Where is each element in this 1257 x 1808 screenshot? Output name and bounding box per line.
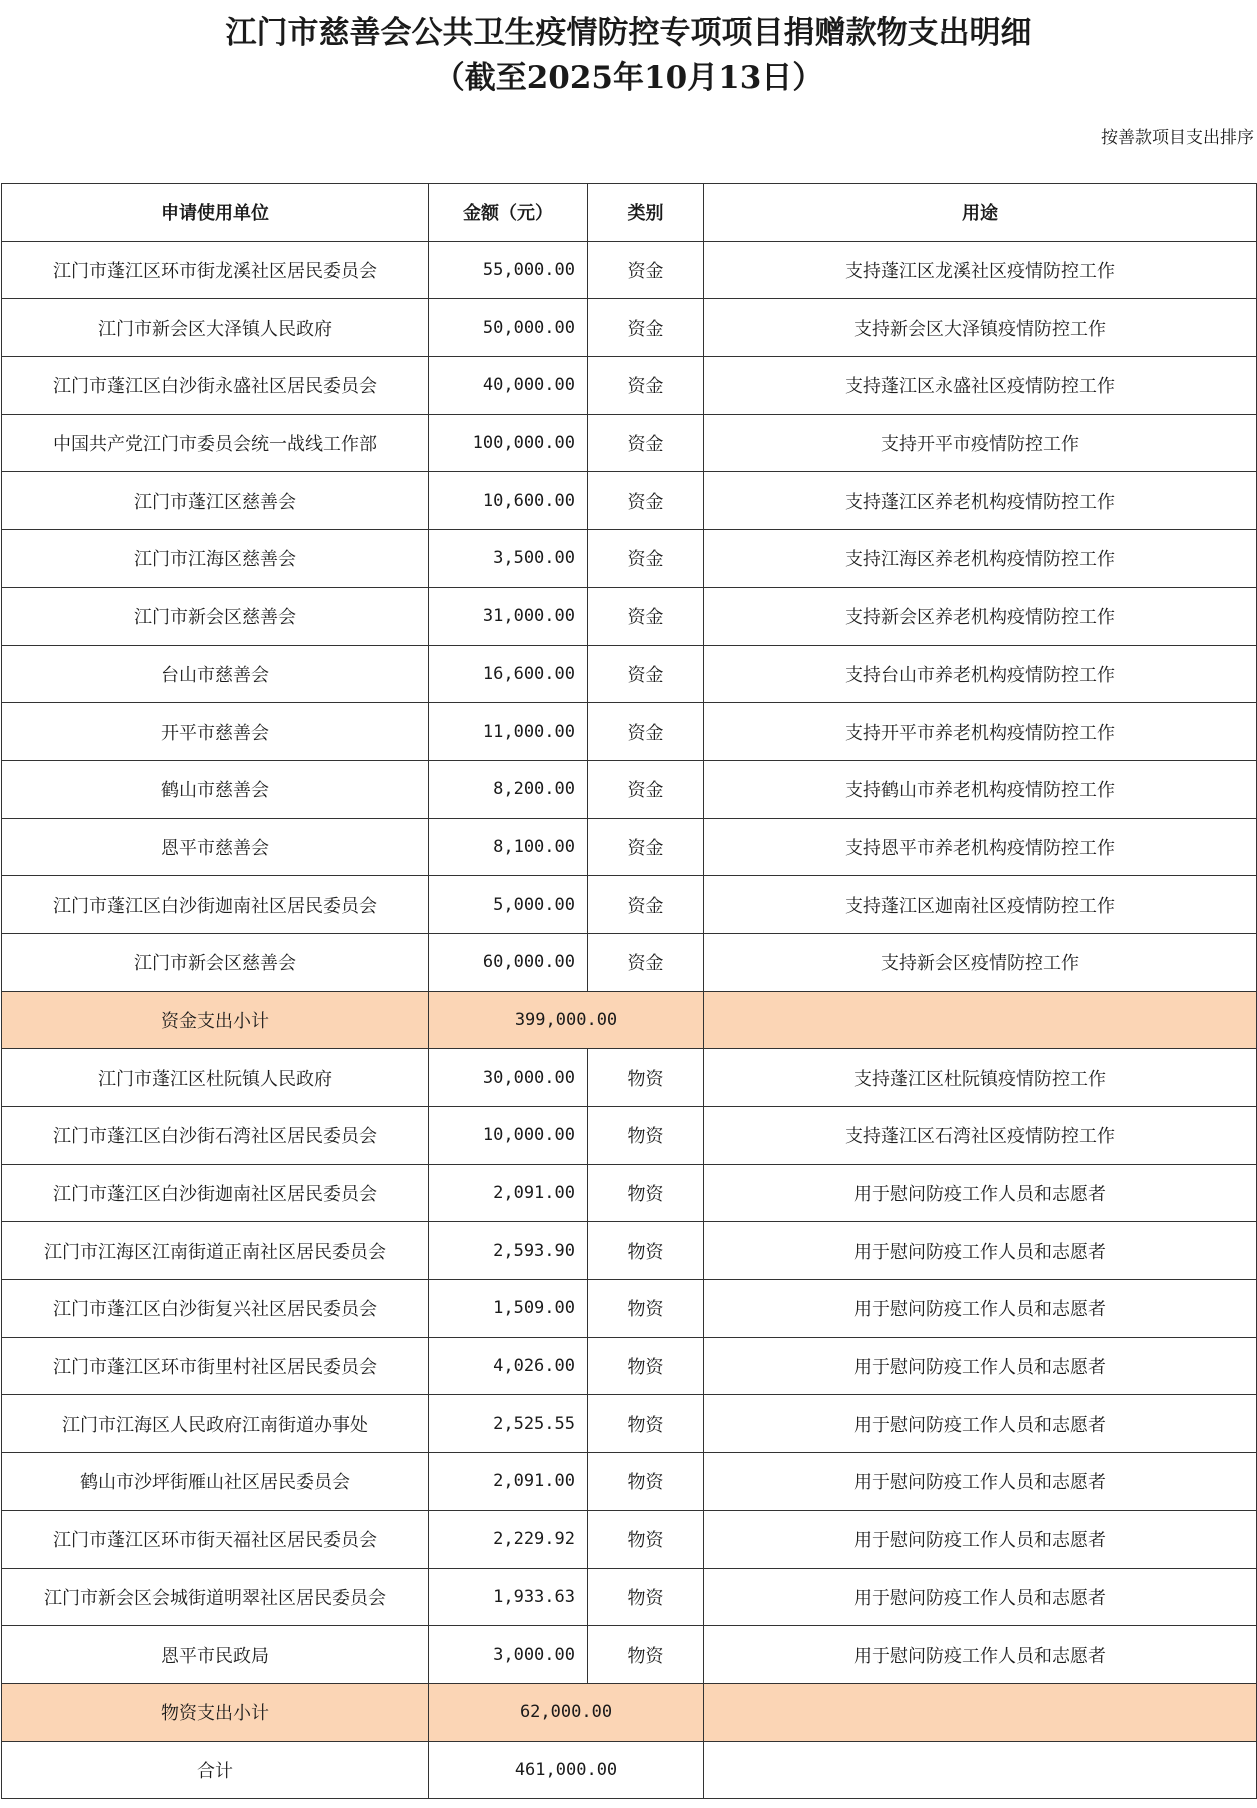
- cell-category: 资金: [588, 587, 704, 645]
- table-row: [2, 530, 1257, 588]
- table-row: [2, 760, 1257, 818]
- cell-category: 资金: [588, 760, 704, 818]
- cell-amount: 16,600.00: [429, 645, 588, 703]
- goods-subtotal-row: [2, 1683, 1257, 1741]
- cell-use: 用于慰问防疫工作人员和志愿者: [704, 1510, 1257, 1568]
- table-body: [2, 241, 1257, 1799]
- table-row: [2, 876, 1257, 934]
- table-row: [2, 587, 1257, 645]
- table-row: [2, 299, 1257, 357]
- cell-use: 支持蓬江区迦南社区疫情防控工作: [704, 876, 1257, 934]
- header-category: 类别: [588, 184, 704, 242]
- cell-unit: 江门市江海区人民政府江南街道办事处: [2, 1395, 429, 1453]
- table-row: [2, 818, 1257, 876]
- cell-use: 支持蓬江区永盛社区疫情防控工作: [704, 357, 1257, 415]
- cell-unit: 江门市蓬江区白沙街石湾社区居民委员会: [2, 1107, 429, 1165]
- cell-use: 支持恩平市养老机构疫情防控工作: [704, 818, 1257, 876]
- header-amount: 金额（元）: [429, 184, 588, 242]
- cell-unit: 台山市慈善会: [2, 645, 429, 703]
- cell-use: 支持江海区养老机构疫情防控工作: [704, 530, 1257, 588]
- cell-use: 用于慰问防疫工作人员和志愿者: [704, 1164, 1257, 1222]
- cell-category: 资金: [588, 241, 704, 299]
- cell-unit: 江门市蓬江区白沙街迦南社区居民委员会: [2, 876, 429, 934]
- cell-category: 资金: [588, 357, 704, 415]
- grand-total-row: [2, 1741, 1257, 1799]
- table-row: [2, 1049, 1257, 1107]
- cell-use: 支持蓬江区杜阮镇疫情防控工作: [704, 1049, 1257, 1107]
- sort-note: 按善款项目支出排序: [1101, 128, 1254, 148]
- cell-category: 物资: [588, 1107, 704, 1165]
- cell-unit: 江门市新会区大泽镇人民政府: [2, 299, 429, 357]
- table-header-row: [2, 184, 1257, 242]
- document-title: 江门市慈善会公共卫生疫情防控专项项目捐赠款物支出明细: [225, 15, 1032, 51]
- cell-use: 支持新会区疫情防控工作: [704, 933, 1257, 991]
- cell-unit: 江门市蓬江区环市街里村社区居民委员会: [2, 1337, 429, 1395]
- cell-amount: 2,091.00: [429, 1164, 588, 1222]
- cell-amount: 10,600.00: [429, 472, 588, 530]
- cell-amount: 55,000.00: [429, 241, 588, 299]
- cell-amount: 8,100.00: [429, 818, 588, 876]
- cell-category: 物资: [588, 1049, 704, 1107]
- table-row: [2, 1107, 1257, 1165]
- table-row: [2, 1453, 1257, 1511]
- cell-unit: 恩平市慈善会: [2, 818, 429, 876]
- cell-amount: 2,593.90: [429, 1222, 588, 1280]
- cell-category: 物资: [588, 1568, 704, 1626]
- header-use: 用途: [704, 184, 1257, 242]
- cell-amount: 1,509.00: [429, 1280, 588, 1338]
- cell-use: 支持新会区养老机构疫情防控工作: [704, 587, 1257, 645]
- table-row: [2, 1510, 1257, 1568]
- cell-unit: 江门市蓬江区白沙街复兴社区居民委员会: [2, 1280, 429, 1338]
- cell-use: 支持鹤山市养老机构疫情防控工作: [704, 760, 1257, 818]
- cell-use: 支持开平市疫情防控工作: [704, 414, 1257, 472]
- cell-category: 物资: [588, 1222, 704, 1280]
- cell-category: 资金: [588, 414, 704, 472]
- cell-category: 资金: [588, 876, 704, 934]
- table-row: [2, 1222, 1257, 1280]
- cell-amount: 4,026.00: [429, 1337, 588, 1395]
- table-row: [2, 933, 1257, 991]
- cell-unit: 中国共产党江门市委员会统一战线工作部: [2, 414, 429, 472]
- fund-subtotal-row-amount: 399,000.00: [429, 991, 704, 1049]
- cell-amount: 2,229.92: [429, 1510, 588, 1568]
- cell-category: 资金: [588, 933, 704, 991]
- cell-unit: 江门市新会区慈善会: [2, 587, 429, 645]
- cell-category: 资金: [588, 703, 704, 761]
- cell-category: 物资: [588, 1510, 704, 1568]
- cell-amount: 3,500.00: [429, 530, 588, 588]
- cell-use: 支持开平市养老机构疫情防控工作: [704, 703, 1257, 761]
- cell-use: 用于慰问防疫工作人员和志愿者: [704, 1337, 1257, 1395]
- cell-category: 资金: [588, 299, 704, 357]
- cell-amount: 10,000.00: [429, 1107, 588, 1165]
- table-row: [2, 703, 1257, 761]
- fund-subtotal-row: [2, 991, 1257, 1049]
- table-row: [2, 1337, 1257, 1395]
- cell-use: 用于慰问防疫工作人员和志愿者: [704, 1568, 1257, 1626]
- cell-unit: 江门市江海区江南街道正南社区居民委员会: [2, 1222, 429, 1280]
- cell-use: 支持蓬江区养老机构疫情防控工作: [704, 472, 1257, 530]
- table-row: [2, 357, 1257, 415]
- table-row: [2, 1568, 1257, 1626]
- cell-category: 资金: [588, 530, 704, 588]
- cell-unit: 江门市江海区慈善会: [2, 530, 429, 588]
- table-row: [2, 241, 1257, 299]
- cell-unit: 江门市蓬江区白沙街永盛社区居民委员会: [2, 357, 429, 415]
- cell-unit: 恩平市民政局: [2, 1626, 429, 1684]
- cell-amount: 1,933.63: [429, 1568, 588, 1626]
- cell-use: 支持蓬江区石湾社区疫情防控工作: [704, 1107, 1257, 1165]
- cell-use: 用于慰问防疫工作人员和志愿者: [704, 1222, 1257, 1280]
- cell-amount: 2,091.00: [429, 1453, 588, 1511]
- table-row: [2, 1395, 1257, 1453]
- cell-use: 支持蓬江区龙溪社区疫情防控工作: [704, 241, 1257, 299]
- cell-unit: 江门市蓬江区环市街龙溪社区居民委员会: [2, 241, 429, 299]
- document-date-subtitle: （截至2025年10月13日）: [433, 60, 824, 96]
- cell-amount: 5,000.00: [429, 876, 588, 934]
- cell-amount: 40,000.00: [429, 357, 588, 415]
- grand-total-row-amount: 461,000.00: [429, 1741, 704, 1799]
- cell-amount: 30,000.00: [429, 1049, 588, 1107]
- cell-category: 资金: [588, 645, 704, 703]
- table-row: [2, 472, 1257, 530]
- fund-subtotal-row-empty: [704, 991, 1257, 1049]
- expenditure-table: [1, 183, 1257, 1799]
- cell-unit: 江门市蓬江区慈善会: [2, 472, 429, 530]
- cell-category: 物资: [588, 1337, 704, 1395]
- cell-unit: 江门市蓬江区白沙街迦南社区居民委员会: [2, 1164, 429, 1222]
- cell-amount: 31,000.00: [429, 587, 588, 645]
- cell-amount: 50,000.00: [429, 299, 588, 357]
- cell-use: 用于慰问防疫工作人员和志愿者: [704, 1395, 1257, 1453]
- cell-use: 用于慰问防疫工作人员和志愿者: [704, 1453, 1257, 1511]
- goods-subtotal-row-amount: 62,000.00: [429, 1683, 704, 1741]
- cell-category: 物资: [588, 1280, 704, 1338]
- table-row: [2, 645, 1257, 703]
- cell-amount: 3,000.00: [429, 1626, 588, 1684]
- cell-unit: 江门市蓬江区杜阮镇人民政府: [2, 1049, 429, 1107]
- cell-use: 支持台山市养老机构疫情防控工作: [704, 645, 1257, 703]
- grand-total-row-label: 合计: [2, 1741, 429, 1799]
- cell-unit: 江门市蓬江区环市街天福社区居民委员会: [2, 1510, 429, 1568]
- cell-unit: 开平市慈善会: [2, 703, 429, 761]
- cell-use: 支持新会区大泽镇疫情防控工作: [704, 299, 1257, 357]
- cell-use: 用于慰问防疫工作人员和志愿者: [704, 1626, 1257, 1684]
- cell-category: 物资: [588, 1164, 704, 1222]
- cell-amount: 11,000.00: [429, 703, 588, 761]
- cell-category: 资金: [588, 472, 704, 530]
- cell-use: 用于慰问防疫工作人员和志愿者: [704, 1280, 1257, 1338]
- cell-category: 物资: [588, 1626, 704, 1684]
- table-row: [2, 1626, 1257, 1684]
- cell-unit: 江门市新会区会城街道明翠社区居民委员会: [2, 1568, 429, 1626]
- cell-unit: 江门市新会区慈善会: [2, 933, 429, 991]
- table-row: [2, 1164, 1257, 1222]
- table-row: [2, 1280, 1257, 1338]
- cell-amount: 60,000.00: [429, 933, 588, 991]
- cell-category: 物资: [588, 1395, 704, 1453]
- goods-subtotal-row-label: 物资支出小计: [2, 1683, 429, 1741]
- grand-total-row-empty: [704, 1741, 1257, 1799]
- cell-amount: 2,525.55: [429, 1395, 588, 1453]
- table-row: [2, 414, 1257, 472]
- cell-unit: 鹤山市沙坪街雁山社区居民委员会: [2, 1453, 429, 1511]
- cell-unit: 鹤山市慈善会: [2, 760, 429, 818]
- goods-subtotal-row-empty: [704, 1683, 1257, 1741]
- cell-category: 资金: [588, 818, 704, 876]
- fund-subtotal-row-label: 资金支出小计: [2, 991, 429, 1049]
- cell-amount: 8,200.00: [429, 760, 588, 818]
- cell-category: 物资: [588, 1453, 704, 1511]
- header-unit: 申请使用单位: [2, 184, 429, 242]
- cell-amount: 100,000.00: [429, 414, 588, 472]
